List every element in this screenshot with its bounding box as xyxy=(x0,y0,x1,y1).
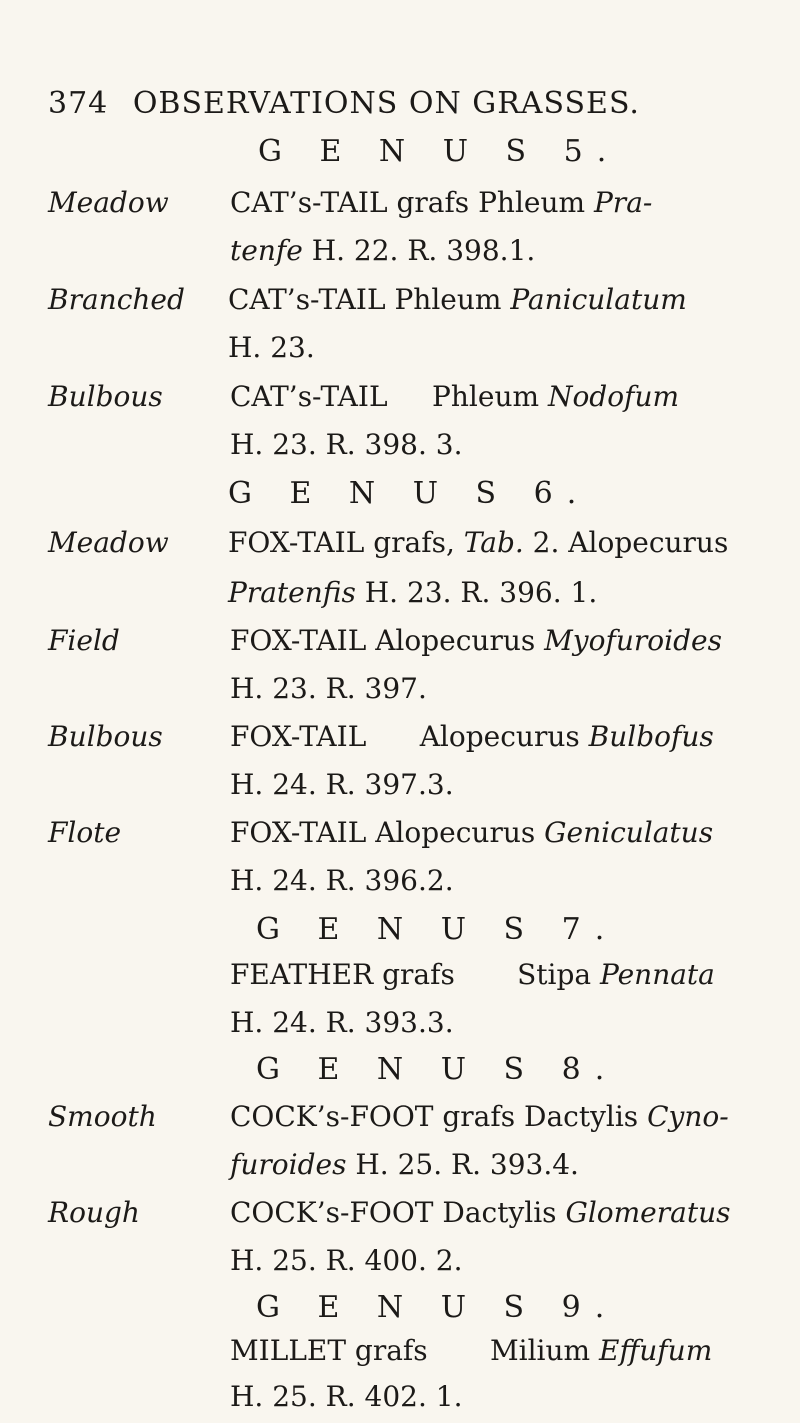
entry-line: CAT’s-TAIL grafs Phleum Pra- xyxy=(230,186,653,219)
variety-label: Field xyxy=(48,624,120,657)
entry-line: H. 24. R. 393.3. xyxy=(230,1006,454,1039)
entry-line: H. 23. R. 397. xyxy=(230,672,427,705)
entry-line: H. 25. R. 402. 1. xyxy=(230,1380,463,1413)
genus-heading: G E N U S 5. xyxy=(258,134,621,169)
genus-heading: G E N U S 8. xyxy=(256,1052,619,1087)
running-title: OBSERVATIONS ON GRASSES. xyxy=(132,86,640,121)
entry-line: FEATHER grafs Stipa Pennata xyxy=(230,958,715,991)
entry-line: FOX-TAIL grafs, Tab. 2. Alopecurus xyxy=(228,526,729,559)
entry-line: Pratenfis H. 23. R. 396. 1. xyxy=(228,576,598,609)
variety-label: Flote xyxy=(48,816,122,849)
variety-label: Rough xyxy=(48,1196,140,1229)
entry-line: H. 24. R. 396.2. xyxy=(230,864,454,897)
entry-line: FOX-TAIL Alopecurus Bulbofus xyxy=(230,720,714,753)
entry-line: H. 23. xyxy=(228,331,315,364)
variety-label: Bulbous xyxy=(48,380,163,413)
entry-line: FOX-TAIL Alopecurus Myofuroides xyxy=(230,624,722,657)
entry-line: CAT’s-TAIL Phleum Nodofum xyxy=(230,380,680,413)
variety-label: Branched xyxy=(48,283,185,316)
entry-line: furoides H. 25. R. 393.4. xyxy=(230,1148,579,1181)
entry-line: COCK’s-FOOT grafs Dactylis Cyno- xyxy=(230,1100,729,1133)
entry-line: FOX-TAIL Alopecurus Geniculatus xyxy=(230,816,714,849)
entry-line: MILLET grafs Milium Effufum xyxy=(230,1334,713,1367)
entry-line: H. 23. R. 398. 3. xyxy=(230,428,463,461)
variety-label: Bulbous xyxy=(48,720,163,753)
running-header xyxy=(48,86,640,121)
entry-line: COCK’s-FOOT Dactylis Glomeratus xyxy=(230,1196,731,1229)
entry-line: H. 25. R. 400. 2. xyxy=(230,1244,463,1277)
entry-line: H. 24. R. 397.3. xyxy=(230,768,454,801)
genus-heading: G E N U S 6. xyxy=(228,476,591,511)
entry-line: tenfe H. 22. R. 398.1. xyxy=(230,234,536,267)
variety-label: Meadow xyxy=(48,526,169,559)
genus-heading: G E N U S 7. xyxy=(256,912,619,947)
variety-label: Smooth xyxy=(48,1100,157,1133)
genus-heading: G E N U S 9. xyxy=(256,1290,619,1325)
variety-label: Meadow xyxy=(48,186,169,219)
entry-line: CAT’s-TAIL Phleum Paniculatum xyxy=(228,283,687,316)
page-number: 374 xyxy=(48,86,109,121)
